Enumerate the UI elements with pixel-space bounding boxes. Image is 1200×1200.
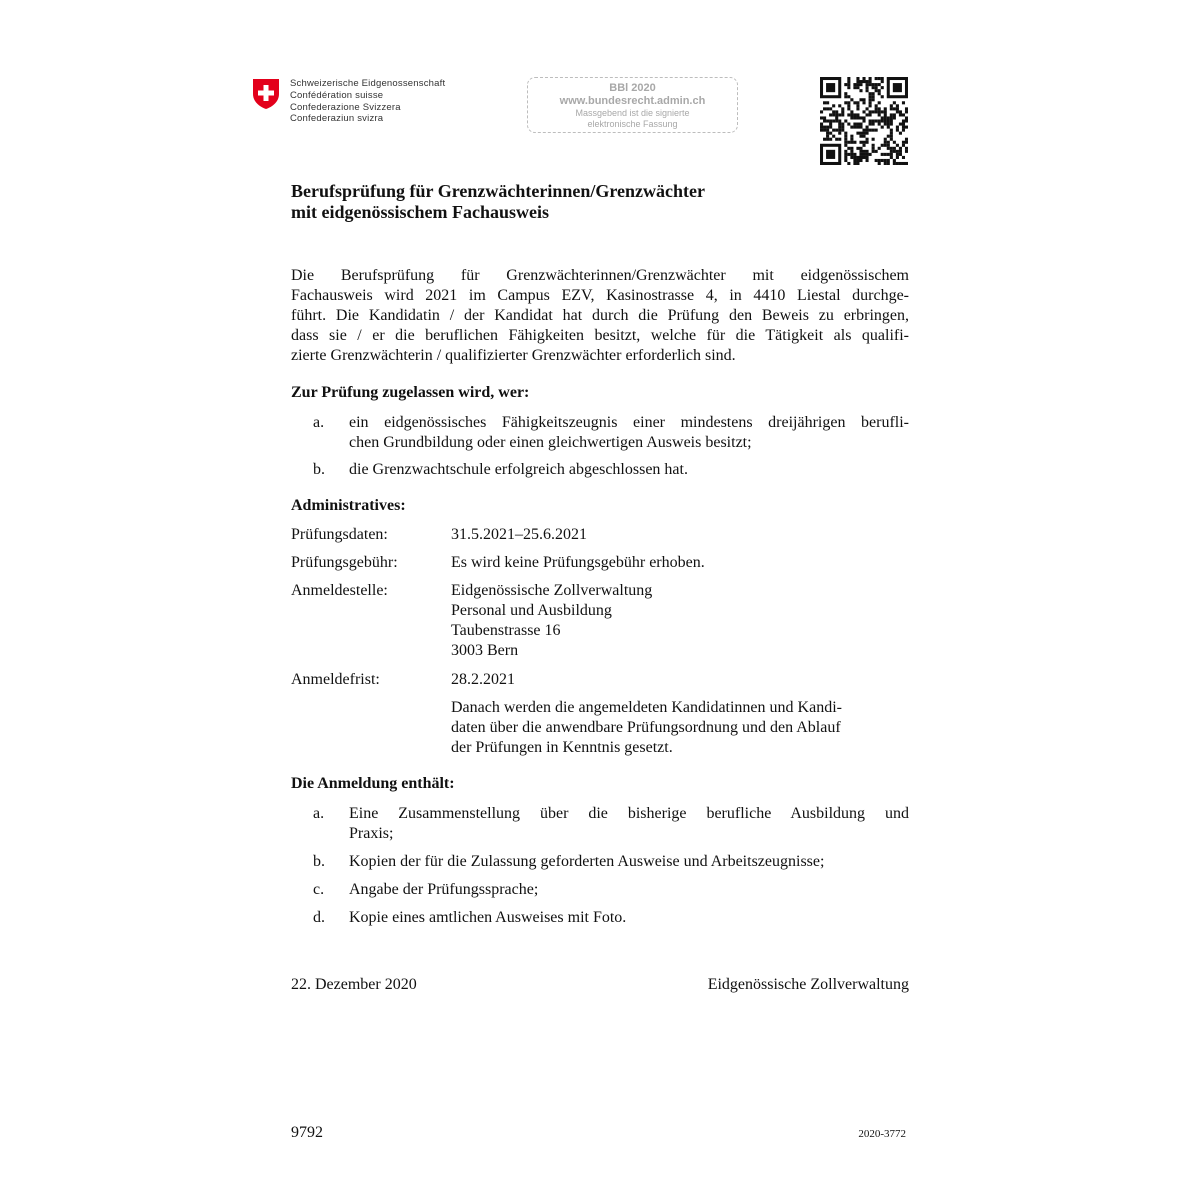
office-label: Anmeldestelle: (291, 582, 388, 599)
intro-line: Die Berufsprüfung für Grenzwächterinnen/Grenzwächter mit eidgenössischem (291, 267, 909, 284)
admin-heading: Administratives: (291, 497, 406, 514)
address-line: 3003 Bern (451, 642, 519, 659)
federation-name-it: Confederazione Svizzera (290, 101, 401, 113)
signature-issuer: Eidgenössische Zollverwaltung (707, 976, 909, 993)
exam-dates-value: 31.5.2021–25.6.2021 (451, 526, 587, 543)
list-item-line: Praxis; (349, 825, 394, 842)
list-marker: b. (313, 853, 325, 870)
list-item-line: Kopien der für die Zulassung geforderten Ausweise und Arbeitszeugnisse; (349, 853, 825, 870)
stamp-reference: BBl 2020 (609, 82, 656, 94)
deadline-note (451, 698, 909, 758)
fee-label: Prüfungsgebühr: (291, 554, 398, 571)
list-item-line: ein eidgenössisches Fähigkeitszeugnis einer mindestens dreijährigen berufli- (349, 414, 909, 431)
swiss-cross-shield-icon (252, 78, 280, 110)
list-item-line: chen Grundbildung oder einen gleichwertigen Ausweis besitzt; (349, 434, 752, 451)
stamp-url[interactable]: www.bundesrecht.admin.ch (559, 95, 706, 107)
list-marker: a. (313, 414, 325, 431)
list-marker: d. (313, 909, 325, 926)
document-number: 2020-3772 (858, 1128, 906, 1140)
list-item-line: Angabe der Prüfungssprache; (349, 881, 539, 898)
deadline-note-line: daten über die anwendbare Prüfungsordnung und den Ablauf (451, 719, 841, 736)
title-line2: mit eidgenössischem Fachausweis (291, 202, 549, 222)
list-marker: a. (313, 805, 325, 822)
deadline-value: 28.2.2021 (451, 671, 515, 688)
intro-line: Fachausweis wird 2021 im Campus EZV, Kasinostrasse 4, in 4410 Liestal durchge- (291, 287, 909, 304)
office-address (451, 581, 652, 661)
address-line: Eidgenössische Zollverwaltung (451, 582, 653, 599)
admission-heading: Zur Prüfung zugelassen wird, wer: (291, 384, 530, 401)
list-item-line: die Grenzwachtschule erfolgreich abgeschlossen hat. (349, 461, 688, 478)
federation-name-de: Schweizerische Eidgenossenschaft (290, 78, 446, 89)
list-item-line: Kopie eines amtlichen Ausweises mit Foto. (349, 909, 627, 926)
bbl-stamp (527, 77, 738, 133)
list-marker: c. (313, 881, 325, 898)
page-number: 9792 (291, 1124, 323, 1141)
stamp-note-line2: elektronische Fassung (587, 119, 678, 129)
deadline-note-line: der Prüfungen in Kenntnis gesetzt. (451, 739, 673, 756)
address-line: Personal und Ausbildung (451, 602, 612, 619)
list-marker: b. (313, 461, 325, 478)
deadline-note-line: Danach werden die angemeldeten Kandidatinnen und Kandi- (451, 699, 842, 716)
federation-name-rm: Confederaziun svizra (290, 113, 384, 125)
deadline-label: Anmeldefrist: (291, 671, 380, 688)
signature-date: 22. Dezember 2020 (291, 976, 417, 993)
list-item-line: Eine Zusammenstellung über die bisherige berufliche Ausbildung und (349, 805, 909, 822)
page-title (291, 181, 705, 223)
qr-code-icon (820, 77, 908, 165)
registration-heading: Die Anmeldung enthält: (291, 775, 455, 792)
intro-line: zierte Grenzwächterin / qualifizierter Grenzwächter erforderlich sind. (291, 347, 736, 364)
intro-paragraph (291, 266, 909, 366)
address-line: Taubenstrasse 16 (451, 622, 561, 639)
intro-line: dass sie / er die beruflichen Fähigkeiten besitzt, welche für die Tätigkeit als qualifi- (291, 327, 909, 344)
exam-dates-label: Prüfungsdaten: (291, 526, 388, 543)
title-line1: Berufsprüfung für Grenzwächterinnen/Grenzwächter (291, 181, 705, 201)
stamp-note-line1: Massgebend ist die signierte (575, 108, 690, 118)
intro-line: führt. Die Kandidatin / der Kandidat hat durch die Prüfung den Beweis zu erbringen, (291, 307, 909, 324)
federation-names (290, 78, 445, 125)
federation-name-fr: Confédération suisse (290, 89, 384, 101)
fee-value: Es wird keine Prüfungsgebühr erhoben. (451, 554, 705, 571)
